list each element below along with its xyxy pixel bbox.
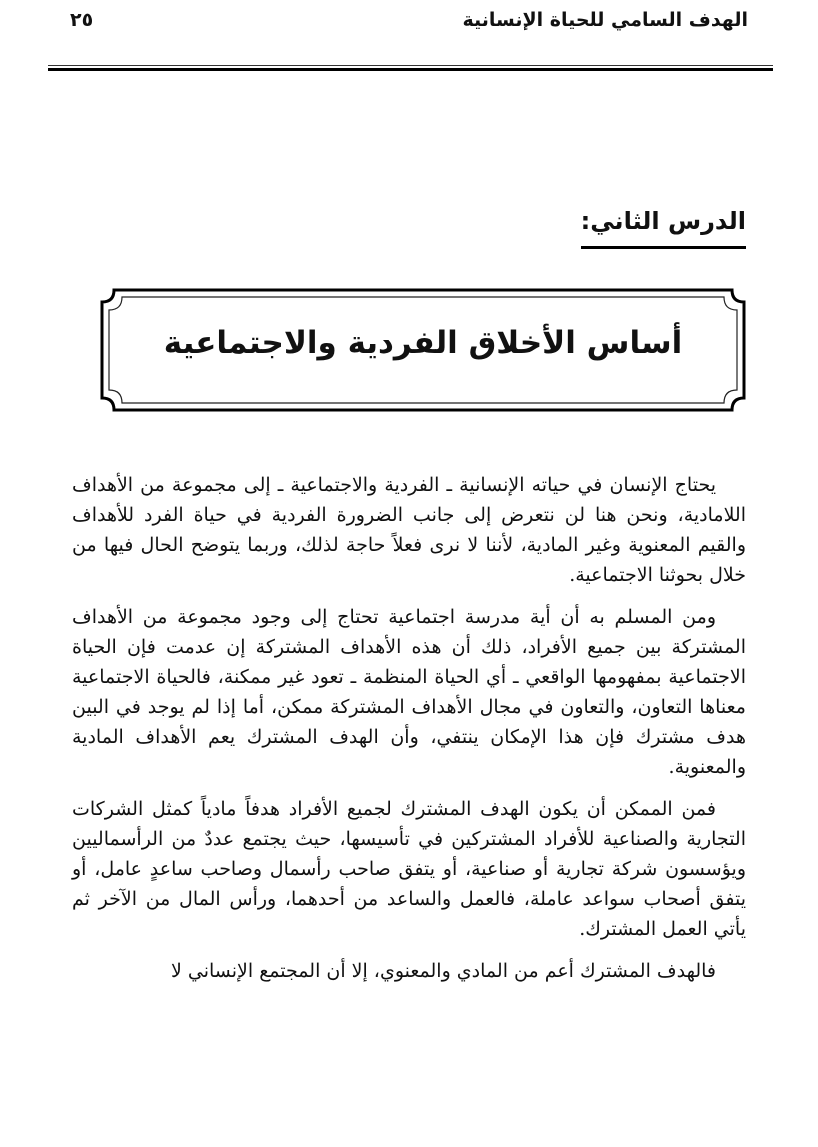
running-header	[48, 8, 748, 31]
paragraph: يحتاج الإنسان في حياته الإنسانية ـ الفردية والاجتماعية ـ إلى مجموعة من الأهداف اللامادية، ونحن هنا لن نتعرض إلى جانب الضرورة الفردية في حياة الفرد للأهداف والقيم المعنوية وغير المادية، لأننا لا نرى فعلاً حاجة لذلك، وربما يتوضح الحال فيها من خلال بحوثنا الاجتماعية.	[72, 474, 746, 586]
running-header-title: الهدف السامي للحياة الإنسانية	[462, 9, 748, 31]
title-box	[100, 288, 746, 412]
paragraph: فالهدف المشترك أعم من المادي والمعنوي، إلا أن المجتمع الإنساني لا	[171, 960, 716, 982]
page-number: ٢٥	[70, 9, 94, 31]
lesson-label: الدرس الثاني:	[581, 206, 746, 249]
paragraph: فمن الممكن أن يكون الهدف المشترك لجميع الأفراد هدفاً مادياً كمثل الشركات التجارية والصناعية للأفراد المشتركين في تأسيسها، حيث يجتمع عددٌ من الرأسماليين ويؤسسون شركة تجارية أو صناعية، أو يتفق صاحب رأسمال وصاحب ساعدٍ عامل، أو يتفق أصحاب سواعد عاملة، فالعمل والساعد من أحدهما، ورأس المال من الآخر ثم يأتي العمل المشترك.	[72, 798, 746, 940]
header-rule-thick	[48, 68, 773, 71]
header-rule-thin	[48, 65, 773, 66]
body-text	[72, 470, 746, 998]
paragraph: ومن المسلم به أن أية مدرسة اجتماعية تحتاج إلى وجود مجموعة من الأهداف المشتركة بين جميع الأفراد، ذلك أن هذه الأهداف المشتركة إن عدمت فإن الحياة الاجتماعية بمفهومها الواقعي ـ أي الحياة المنظمة ـ تعود غير ممكنة، فالحياة الاجتماعية معناها التعاون، والتعاون في مجال الأهداف المشتركة ممكن، أما إذا لم يوجد في البين هدف مشترك فإن هذا الإمكان ينتفي، وأن الهدف المشترك يعم الأهداف المادية والمعنوية.	[72, 606, 746, 778]
lesson-title: أساس الأخلاق الفردية والاجتماعية	[163, 325, 683, 361]
